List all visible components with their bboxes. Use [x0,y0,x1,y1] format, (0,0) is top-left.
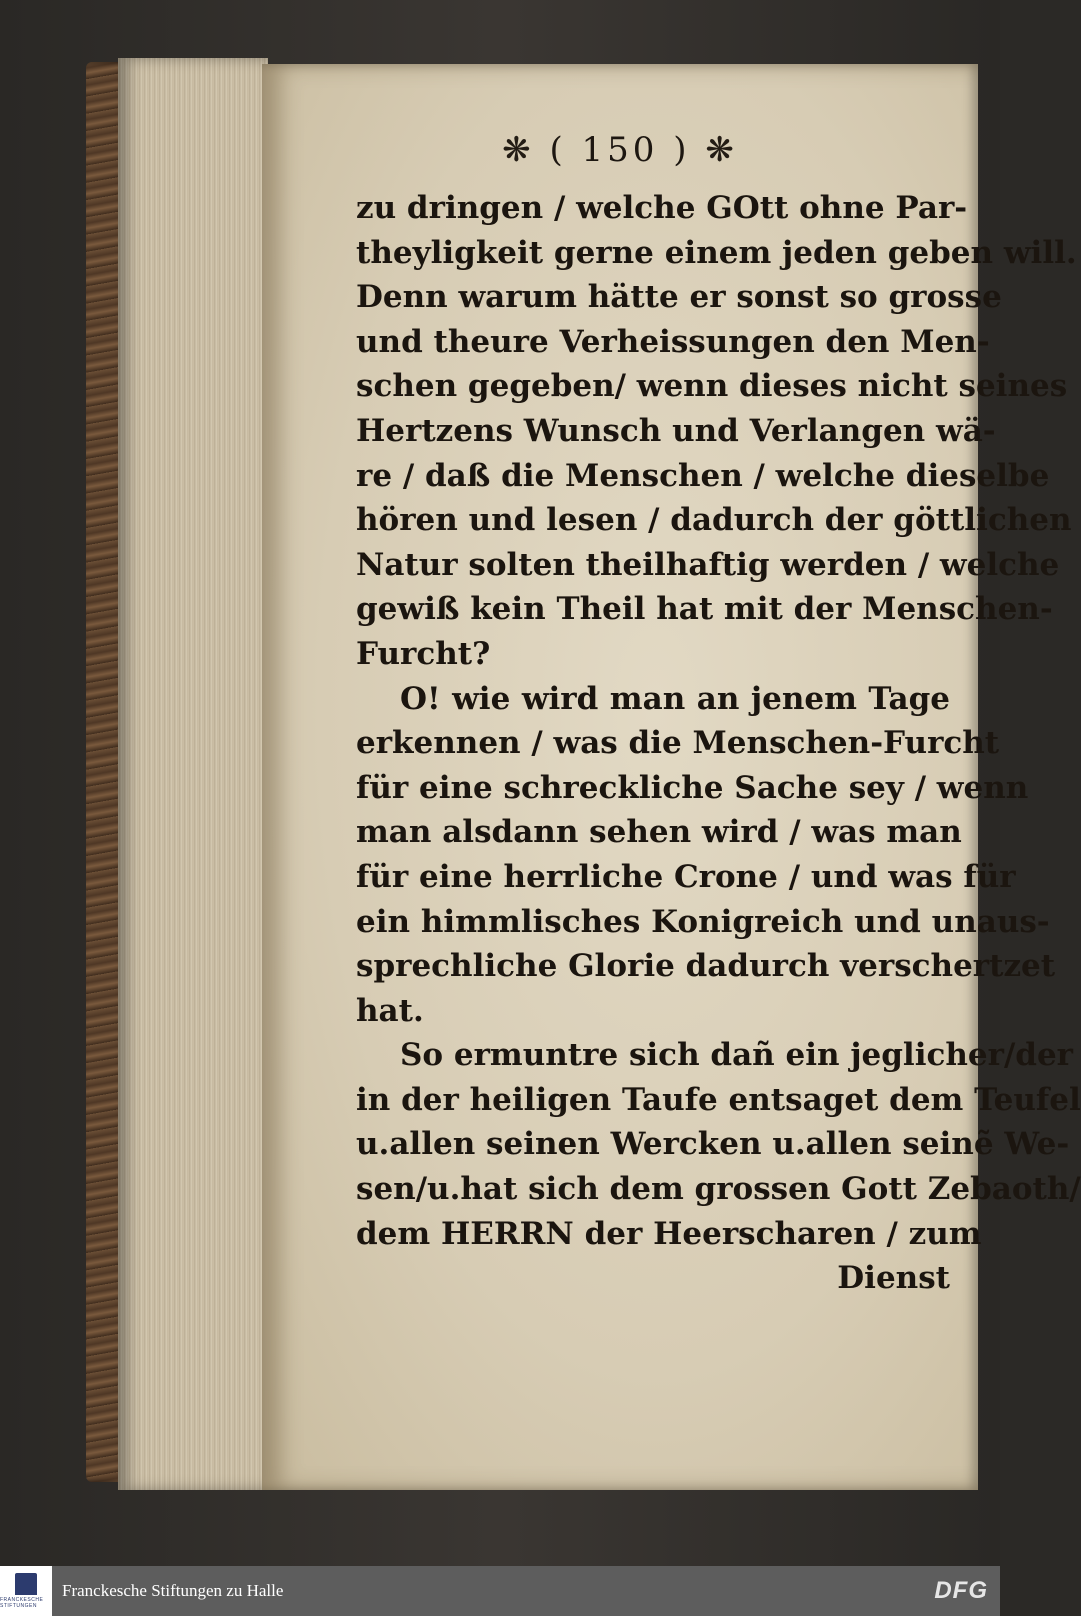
logo-text: FRANCKESCHE STIFTUNGEN [0,1597,44,1609]
text-line: und theure Verheissungen den Men- [356,323,990,360]
institution-name[interactable]: Franckesche Stiftungen zu Halle [62,1581,284,1600]
text-line: Natur solten theilhaftig werden / welche [356,546,1060,583]
text-line: erkennen / was die Menschen-Furcht [356,725,1000,762]
text-line: gewiß kein Theil hat mit der Menschen- [356,591,1053,628]
text-line: schen gegeben/ wenn dieses nicht seines [356,368,1068,405]
text-line: O! wie wird man an jenem Tage [400,680,950,717]
text-line: u.allen seinen Wercken u.allen seinẽ We- [356,1126,1070,1163]
text-line: man alsdann sehen wird / was man [356,814,962,851]
page-edges [118,58,268,1490]
text-line: hat. [356,992,424,1029]
text-line: Furcht? [356,635,491,672]
viewer-footer [0,1566,1000,1616]
text-line: theyligkeit gerne einem jeden geben will. [356,234,1077,271]
text-line: für eine schreckliche Sache sey / wenn [356,769,1029,806]
page-header [262,130,978,170]
text-line: für eine herrliche Crone / und was für [356,858,1016,895]
text-line: sprechliche Glorie dadurch verschertzet [356,948,1056,985]
ornament-right-icon: ❋ [705,130,738,170]
ornament-left-icon: ❋ [502,130,535,170]
catchword: Dienst [837,1260,950,1297]
text-line: re / daß die Menschen / welche dieselbe [356,457,1050,494]
text-line: in der heiligen Taufe entsaget dem Teufel [356,1081,1081,1118]
text-line: zu dringen / welche GOtt ohne Par- [356,190,968,226]
text-line: sen/u.hat sich dem grossen Gott Zebaoth/ [356,1171,1081,1208]
text-line: hören und lesen / dadurch der göttlichen [356,502,1072,539]
text-line: dem HERRN der Heerscharen / zum [356,1215,982,1252]
text-line: Hertzens Wunsch und Verlangen wä- [356,412,996,449]
body-text [356,186,1081,1301]
dfg-logo[interactable]: DFG [934,1577,988,1604]
book-page [262,64,1081,1490]
text-line: Denn warum hätte er sonst so grosse [356,279,1002,316]
page-number: ( 150 ) [549,130,691,170]
text-line: So ermuntre sich dañ ein jeglicher/der [400,1037,1074,1074]
text-line: ein himmlisches Konigreich und unaus- [356,903,1050,940]
institution-logo[interactable] [0,1566,52,1616]
orphanage-building-icon [15,1573,37,1595]
